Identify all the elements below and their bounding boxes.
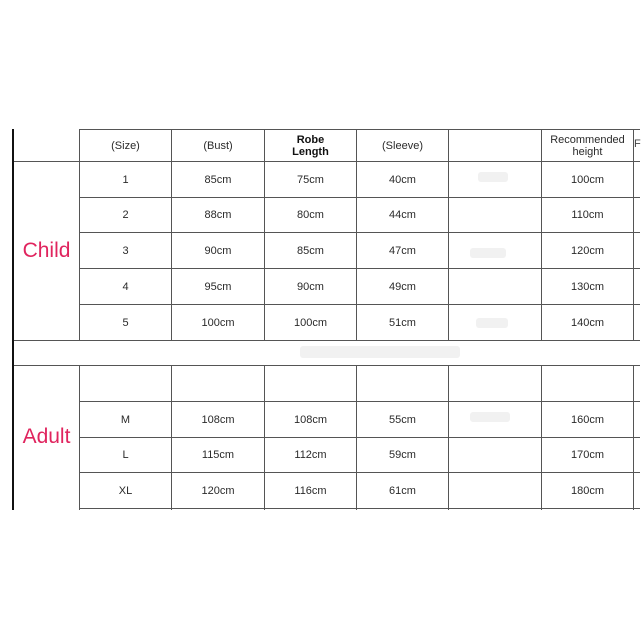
adult-bust	[172, 366, 264, 401]
grid-line	[79, 508, 640, 509]
header-robe-length: Robe Length	[292, 133, 329, 158]
grid-line	[13, 340, 640, 341]
watermark-smudge	[470, 412, 510, 422]
adult-bust: 115cm	[201, 449, 235, 461]
child-height: 120cm	[570, 244, 605, 257]
child-sleeve: 47cm	[389, 244, 416, 257]
child-size: 2	[122, 209, 129, 221]
adult-length: 108cm	[293, 413, 328, 426]
adult-length: 116cm	[294, 484, 327, 497]
child-bust: 100cm	[201, 316, 235, 329]
child-length: 85cm	[297, 244, 324, 257]
adult-size: M	[120, 413, 131, 426]
child-sleeve: 44cm	[389, 209, 416, 221]
adult-height: 160cm	[570, 413, 605, 426]
child-height: 140cm	[570, 316, 605, 329]
adult-length: 112cm	[294, 449, 327, 461]
child-length: 100cm	[293, 316, 328, 329]
header-sleeve: (Sleeve)	[382, 139, 423, 152]
adult-sleeve: 55cm	[389, 413, 416, 426]
header-bust: (Bust)	[203, 139, 233, 152]
child-length: 90cm	[297, 280, 324, 293]
adult-length	[265, 366, 356, 401]
child-size: 4	[122, 280, 129, 293]
child-size: 1	[122, 173, 129, 186]
watermark-smudge	[476, 318, 508, 328]
adult-size: L	[122, 449, 129, 461]
child-height: 100cm	[570, 173, 605, 186]
watermark-smudge	[300, 346, 460, 358]
grid-line	[633, 129, 634, 340]
watermark-smudge	[470, 248, 506, 258]
child-length: 75cm	[297, 173, 324, 186]
child-bust: 88cm	[204, 209, 232, 221]
child-bust: 95cm	[204, 280, 232, 293]
adult-bust: 108cm	[201, 413, 235, 426]
grid-line	[448, 365, 449, 510]
group-label-adult: Adult	[22, 425, 71, 448]
child-sleeve: 40cm	[389, 173, 416, 186]
watermark-smudge	[478, 172, 508, 182]
grid-line	[633, 365, 634, 510]
header-cutoff: F	[634, 138, 641, 150]
child-bust: 90cm	[204, 244, 232, 257]
child-size: 3	[122, 244, 129, 257]
adult-height: 170cm	[570, 449, 605, 461]
adult-sleeve: 59cm	[389, 449, 416, 461]
adult-height	[542, 366, 633, 401]
header-recommended-height: Recommended height	[550, 133, 625, 158]
group-label-child: Child	[22, 239, 71, 262]
child-size: 5	[122, 316, 129, 329]
child-sleeve: 49cm	[389, 280, 416, 293]
adult-sleeve: 61cm	[389, 484, 416, 497]
adult-bust: 120cm	[201, 484, 235, 497]
adult-sleeve	[357, 366, 448, 401]
header-size: (Size)	[111, 139, 140, 152]
child-height: 110cm	[571, 209, 604, 221]
adult-size: XL	[118, 484, 133, 497]
child-length: 80cm	[297, 209, 324, 221]
adult-size	[80, 366, 171, 401]
child-sleeve: 51cm	[389, 316, 416, 329]
child-height: 130cm	[570, 280, 605, 293]
adult-height: 180cm	[570, 484, 605, 497]
header-blank	[449, 130, 541, 161]
child-bust: 85cm	[204, 173, 232, 186]
